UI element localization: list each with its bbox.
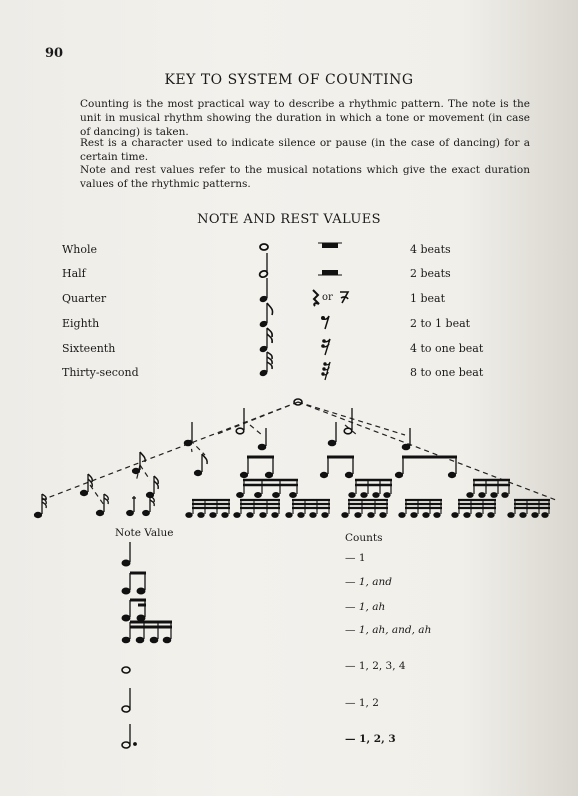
value-beats: 1 beat (410, 292, 446, 305)
value-row-quarter (0, 292, 578, 312)
half-rest-icon (318, 267, 342, 279)
quarter-rest-icon (310, 289, 322, 307)
value-name: Thirty-second (62, 366, 139, 379)
note-tree-diagram (0, 390, 578, 525)
count-sixteenth-quad: — 1, ah, and, ah (345, 624, 432, 636)
eighth-pair-icon (122, 573, 146, 594)
thirty-second-rest-icon (320, 361, 332, 381)
whole-rest-icon (318, 241, 342, 253)
rest-or-text: or (322, 292, 333, 303)
dotted-half-note-icon (122, 724, 136, 748)
counts-label: Counts (345, 532, 383, 544)
paragraph-rest: Rest is a character used to indicate silence or pause (in the case of dancing) for a certain time. (80, 137, 530, 163)
value-row-half (0, 267, 578, 287)
value-name: Whole (62, 243, 98, 256)
note-value-column (118, 540, 188, 755)
count-whole: — 1, 2, 3, 4 (345, 660, 406, 672)
eighth-rest-icon (320, 314, 332, 330)
value-name: Sixteenth (62, 342, 116, 355)
beamed-thirty-second-groups (186, 500, 550, 517)
quarter-note-icon (122, 542, 130, 566)
quarter-rest-alt-icon (338, 290, 350, 306)
value-beats: 2 to 1 beat (410, 317, 471, 330)
section-title: NOTE AND REST VALUES (197, 212, 381, 227)
whole-note-icon (122, 667, 130, 673)
sixteenth-notes-group (80, 474, 510, 498)
tree-dashed-lines (42, 402, 556, 505)
count-half: — 1, 2 (345, 697, 379, 709)
paragraph-values: Note and rest values refer to the musical notations which give the exact duration values of the rhythmic patterns. (80, 164, 530, 190)
value-beats: 4 beats (410, 243, 451, 256)
value-row-sixteenth (0, 342, 578, 362)
value-row-whole (0, 243, 578, 263)
value-beats: 2 beats (410, 267, 451, 280)
value-name: Half (62, 267, 86, 280)
eighth-sixteenth-icon (122, 600, 146, 621)
thirty-second-note-icon (258, 350, 278, 382)
value-row-eighth (0, 317, 578, 337)
value-name: Quarter (62, 292, 107, 305)
half-note-icon (122, 688, 130, 712)
eighth-notes-group (132, 452, 457, 478)
sixteenth-quad-icon (122, 622, 172, 643)
sixteenth-rest-icon (320, 338, 332, 356)
value-row-thirty-second (0, 366, 578, 386)
count-dotted-half: — 1, 2, 3 (345, 733, 396, 745)
thirty-second-notes-group (34, 494, 154, 518)
count-quarter: — 1 (345, 552, 366, 564)
count-eighth-pair: — 1, and (345, 576, 392, 588)
page-number: 90 (45, 46, 64, 61)
page-title: KEY TO SYSTEM OF COUNTING (164, 72, 414, 88)
value-name: Eighth (62, 317, 100, 330)
value-beats: 4 to one beat (410, 342, 484, 355)
paragraph-counting: Counting is the most practical way to describe a rhythmic pattern. The note is the unit in musical rhythm showing the duration in which a tone or movement (in case of dancing) is taken. (80, 98, 530, 138)
note-value-label: Note Value (115, 527, 174, 539)
count-eighth-sixteenth: — 1, ah (345, 601, 386, 613)
half-notes-group (236, 408, 352, 434)
value-beats: 8 to one beat (410, 366, 484, 379)
